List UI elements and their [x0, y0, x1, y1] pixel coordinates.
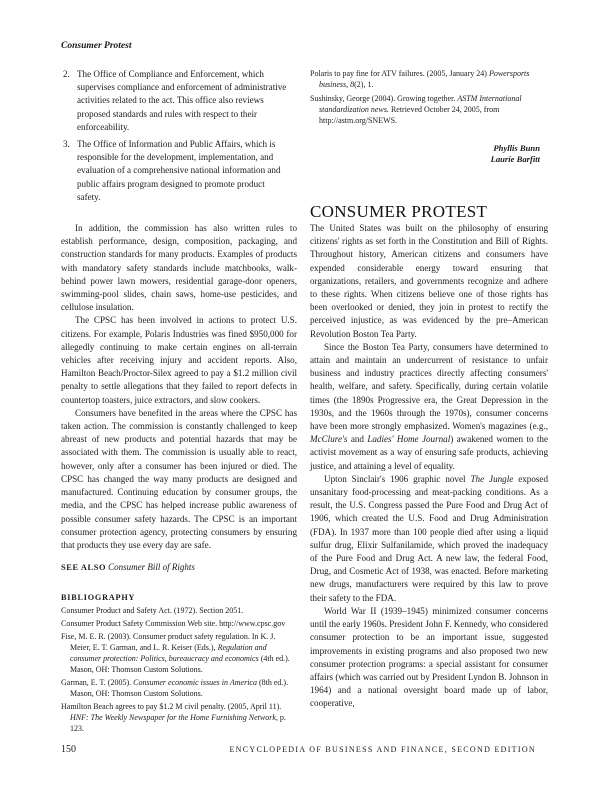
bibliography-entry — [310, 68, 548, 90]
author-name: Phyllis Bunn — [493, 143, 540, 153]
article-body — [310, 222, 548, 711]
entry-title: HNF: The Weekly Newspaper for the Home Furnishing Network, — [70, 712, 278, 722]
paragraph-text: exposed unsanitary food-processing and meat-packing conditions. As a result, the U.S. Congress passed the Pure Food and Drug Act of 1906, which created the U.S. Food and Drug Administration (FDA). In 1937 more than 100 people died after using a liquid sulfur drug, Elixir Sulfanilamide, which proved the inadequacy of the Pure Food and Drug Act. A new law, the federal Food, Drug, and Cosmetic Act of 1938, was enacted. Before marketing new drugs, manufacturers were required by this law to prove their safety to the FDA. — [310, 473, 549, 603]
paragraph-text: ) awakened women to the activist movement as a way of ensuring safe products, achieving justice, and attaining a level of equality. — [310, 434, 548, 471]
entry-text: (2), 1. — [354, 80, 374, 89]
see-also-label: SEE ALSO — [61, 563, 107, 573]
entry-title: Regulation and consumer protection: Politics, bureaucracy and economics — [70, 642, 267, 663]
paragraph-text: World War II (1939–1945) minimized consumer concerns until the early 1960s. President John F. Kennedy, who considered consumer protection to be an important issue, suggested improvements in existing programs and also proposed two new consumer protection programs: a special assistant for consumer affairs (which was carried out by President Lyndon B. Johnson in 1964) and a national oversight board made up of labor, cooperative, — [310, 605, 548, 709]
bibliography-entry — [61, 631, 297, 675]
list-item-number: 2. — [63, 69, 70, 79]
entry-text: (8th ed.). Mason, OH: Thomson Custom Solutions. — [70, 677, 289, 698]
entry-text: Sushinsky, George (2004). Growing together. — [310, 94, 458, 103]
novel-title: The Jungle — [470, 473, 514, 484]
magazine-title: Ladies' Home Journal — [367, 434, 451, 445]
entry-text: Fise, M. E. R. (2003). Consumer product safety regulation. In K. J. Meier, E. T. Garman, and L. R. Keiser (Eds.), — [61, 631, 276, 652]
office-list — [61, 68, 297, 204]
bibliography-entry — [61, 605, 297, 616]
entry-title: Consumer economic issues in America — [133, 677, 257, 687]
paragraph-text: Since the Boston Tea Party, consumers have determined to attain and maintain an undercurrent of resistance to unfair business and industry practices directly affecting consumers' health, welfare, and safety. Specifically, during certain volatile times (the 1890s Progressive era, the Great Depression in the 1930s, and the 1960s through the 1970s), consumer concerns have been more strongly emphasized. Women's magazines (e.g., — [310, 341, 548, 432]
bibliography-continued — [310, 68, 548, 126]
entry-text: (4th ed.). Mason, OH: Thomson Custom Solutions. — [70, 653, 290, 674]
body-paragraph — [310, 473, 548, 605]
bibliography-entry — [61, 618, 297, 629]
left-column — [61, 68, 297, 736]
bibliography-heading: BIBLIOGRAPHY — [61, 593, 136, 603]
paragraph-text: Upton Sinclair's 1906 graphic novel — [324, 473, 471, 484]
bibliography-entry — [61, 677, 297, 699]
article-authors — [310, 143, 548, 165]
body-paragraph: The CPSC has been involved in actions to protect U.S. citizens. For example, Polaris Industries was fined $950,000 for allegedly continuing to make certain engines on all-terrain vehicles after receiving injury and accident reports. Also, Hamilton Beach/Proctor-Silex agreed to pay a $1.2 million civil penalty to settle allegations that they failed to report defects in countertop toasters, juice extractors, and slow cookers. — [61, 315, 297, 405]
author-name: Laurie Barfitt — [490, 154, 540, 164]
list-item-text: The Office of Information and Public Affairs, which is responsible for the development, implementation, and evaluation of a comprehensive national information and public affairs program designed to promote product safety. — [77, 139, 281, 202]
entry-text: Consumer Product Safety Commission Web site. http://www.cpsc.gov — [61, 618, 286, 628]
entry-title: Powersports business, 8 — [319, 69, 530, 89]
page-number: 150 — [61, 744, 76, 755]
body-paragraph — [310, 222, 548, 341]
entry-text: Polaris to pay fine for ATV failures. (2005, January 24) — [310, 69, 489, 78]
entry-title: ASTM International standardization news. — [319, 94, 522, 114]
list-item — [61, 68, 297, 134]
entry-text: Retrieved October 24, 2005, from http://astm.org/SNEWS. — [319, 105, 500, 125]
entry-text: p. 123. — [70, 712, 286, 733]
list-item-text: The Office of Compliance and Enforcement, which supervises compliance and enforcement of administrative activities related to the act. This office also reviews proposed standards and rules with respect to their enforceability. — [77, 69, 287, 132]
bibliography-entry — [61, 701, 297, 734]
running-head: Consumer Protest — [61, 41, 132, 51]
paragraph-text: The United States was built on the philosophy of ensuring citizens' rights as set forth in the Constitution and Bill of Rights. Throughout history, American citizens and consumers have expended considerable energy toward ensuring that organizations, retailers, and governments recognize and adhere to these rights. When citizens believe one of those rights has been overlooked or denied, they join in protest to rectify the perceived injustice, as was evidenced by the pre–American Revolution Boston Tea Party. — [310, 223, 548, 339]
see-also-link[interactable]: Consumer Bill of Rights — [108, 562, 195, 573]
article-title: CONSUMER PROTEST — [310, 202, 488, 221]
list-item — [61, 138, 297, 204]
entry-text: Consumer Product and Safety Act. (1972). Section 2051. — [61, 605, 244, 615]
entry-text: Hamilton Beach agrees to pay $1.2 M civil penalty. (2005, April 11). — [61, 701, 282, 711]
footer-book-title: ENCYCLOPEDIA OF BUSINESS AND FINANCE, SECOND EDITION — [229, 745, 536, 754]
see-also — [61, 561, 297, 574]
list-item-number: 3. — [63, 139, 70, 150]
body-paragraph — [310, 341, 548, 473]
body-paragraph: In addition, the commission has also written rules to establish performance, design, composition, packaging, and construction standards for many products. Examples of products with mandatory safety standards include matchbooks, walk-behind power lawn mowers, residential garage-door openers, swimming-pool slides, chain saws, home-use pesticides, and cellulose insulation. — [61, 223, 297, 313]
paragraph-text: and — [347, 434, 368, 445]
right-column — [310, 68, 548, 711]
bibliography — [61, 605, 297, 734]
magazine-title: McClure's — [310, 434, 348, 445]
body-paragraph — [310, 605, 548, 711]
body-paragraph: Consumers have benefited in the areas where the CPSC has taken action. The commission is constantly challenged to keep abreast of new products and potential hazards that may be associated with them. The commission is usually able to react, however, only after a consumer has been injured or died. The CPSC has changed the way many products are designed and manufactured. Continuing education by consumer groups, the media, and the CPSC has helped increase public awareness of possible consumer safety hazards. The CPSC is an important consumer protection agency, protecting consumers by ensuring that products they use every day are safe. — [61, 407, 297, 550]
bibliography-entry — [310, 93, 548, 126]
entry-text: Garman, E. T. (2005). — [61, 677, 134, 687]
